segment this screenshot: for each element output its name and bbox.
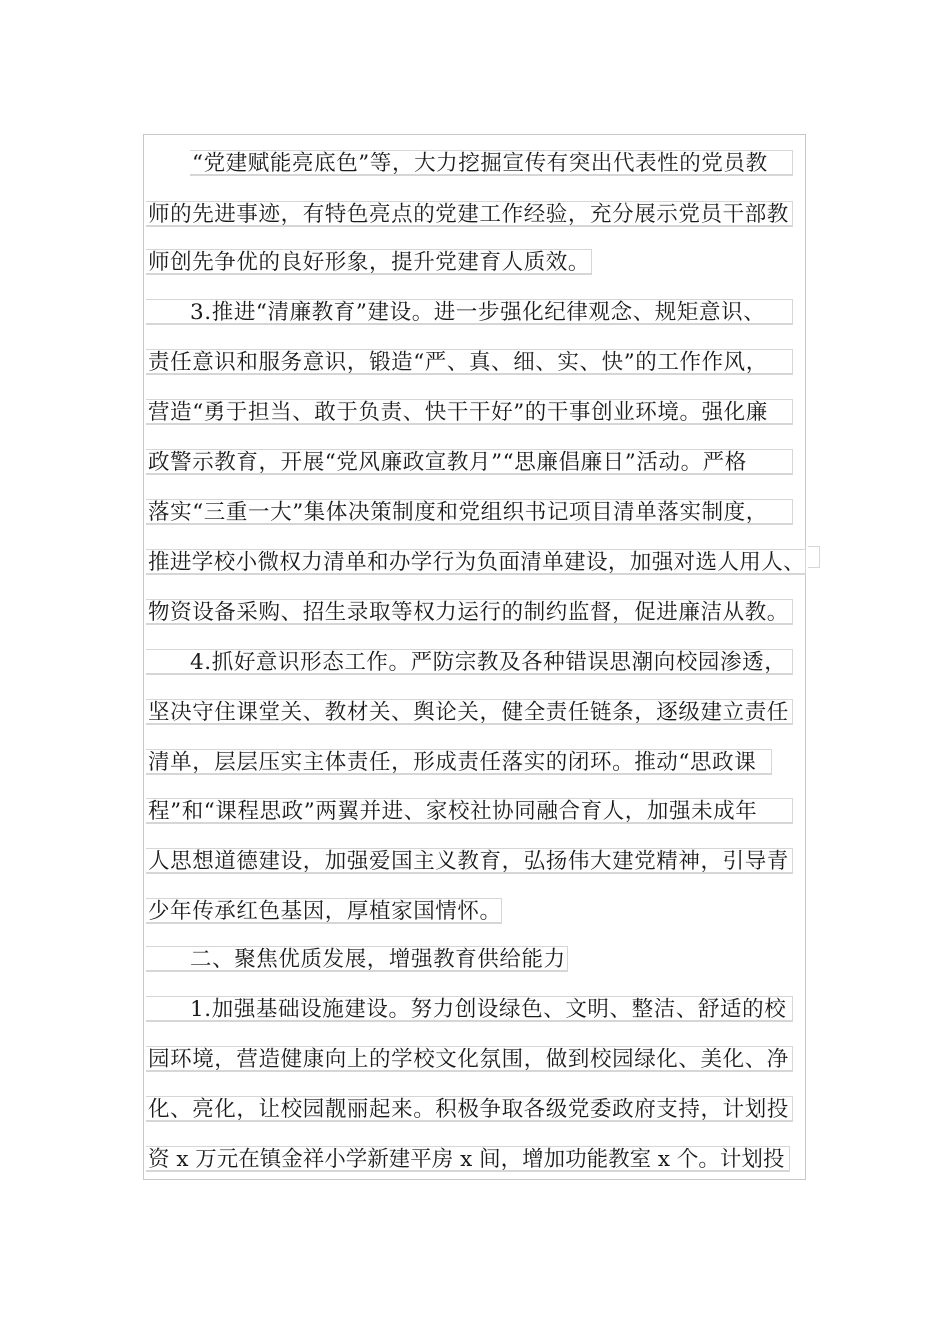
overflow-marker	[808, 546, 820, 568]
text-line: 程”和“课程思政”两翼并进、家校社协同融合育人，加强未成年	[146, 798, 793, 824]
text-line: 政警示教育，开展“党风廉政宣教月”“思廉倡廉日”活动。严格	[146, 449, 793, 475]
text-line: “党建赋能亮底色”等，大力挖掘宣传有突出代表性的党员教	[190, 150, 793, 176]
section-heading: 二、聚焦优质发展，增强教育供给能力	[146, 946, 568, 972]
text-line: 师创先争优的良好形象，提升党建育人质效。	[148, 250, 591, 275]
text-line: 园环境，营造健康向上的学校文化氛围，做到校园绿化、美化、净	[146, 1046, 793, 1072]
text-line: 少年传承红色基因，厚植家国情怀。	[148, 899, 502, 924]
text-line: 化、亮化，让校园靓丽起来。积极争取各级党委政府支持，计划投	[146, 1096, 793, 1122]
text-line: 人思想道德建设，加强爱国主义教育，弘扬伟大建党精神，引导青	[146, 848, 793, 874]
text-line: 责任意识和服务意识，锻造“严、真、细、实、快”的工作作风，	[146, 349, 793, 375]
text-line: 落实“三重一大”集体决策制度和党组织书记项目清单落实制度，	[146, 499, 793, 525]
text-line: 物资设备采购、招生录取等权力运行的制约监督，促进廉洁从教。	[146, 599, 793, 625]
text-line: 资 x 万元在镇金祥小学新建平房 x 间，增加功能教室 x 个。计划投	[146, 1146, 790, 1172]
text-line: 坚决守住课堂关、教材关、舆论关，健全责任链条，逐级建立责任	[146, 699, 793, 725]
text-line: 营造“勇于担当、敢于负责、快干干好”的干事创业环境。强化廉	[146, 399, 793, 425]
text-line: 3.推进“清廉教育”建设。进一步强化纪律观念、规矩意识、	[146, 299, 793, 325]
text-line: 4.抓好意识形态工作。严防宗教及各种错误思潮向校园渗透，	[146, 649, 793, 675]
text-line: 师的先进事迹，有特色亮点的党建工作经验，充分展示党员干部教	[146, 201, 793, 227]
text-line: 1.加强基础设施建设。努力创设绿色、文明、整洁、舒适的校	[146, 996, 793, 1022]
text-line: 清单，层层压实主体责任，形成责任落实的闭环。推动“思政课	[146, 749, 772, 775]
text-line: 推进学校小微权力清单和办学行为负面清单建设，加强对选人用人、	[148, 550, 806, 575]
